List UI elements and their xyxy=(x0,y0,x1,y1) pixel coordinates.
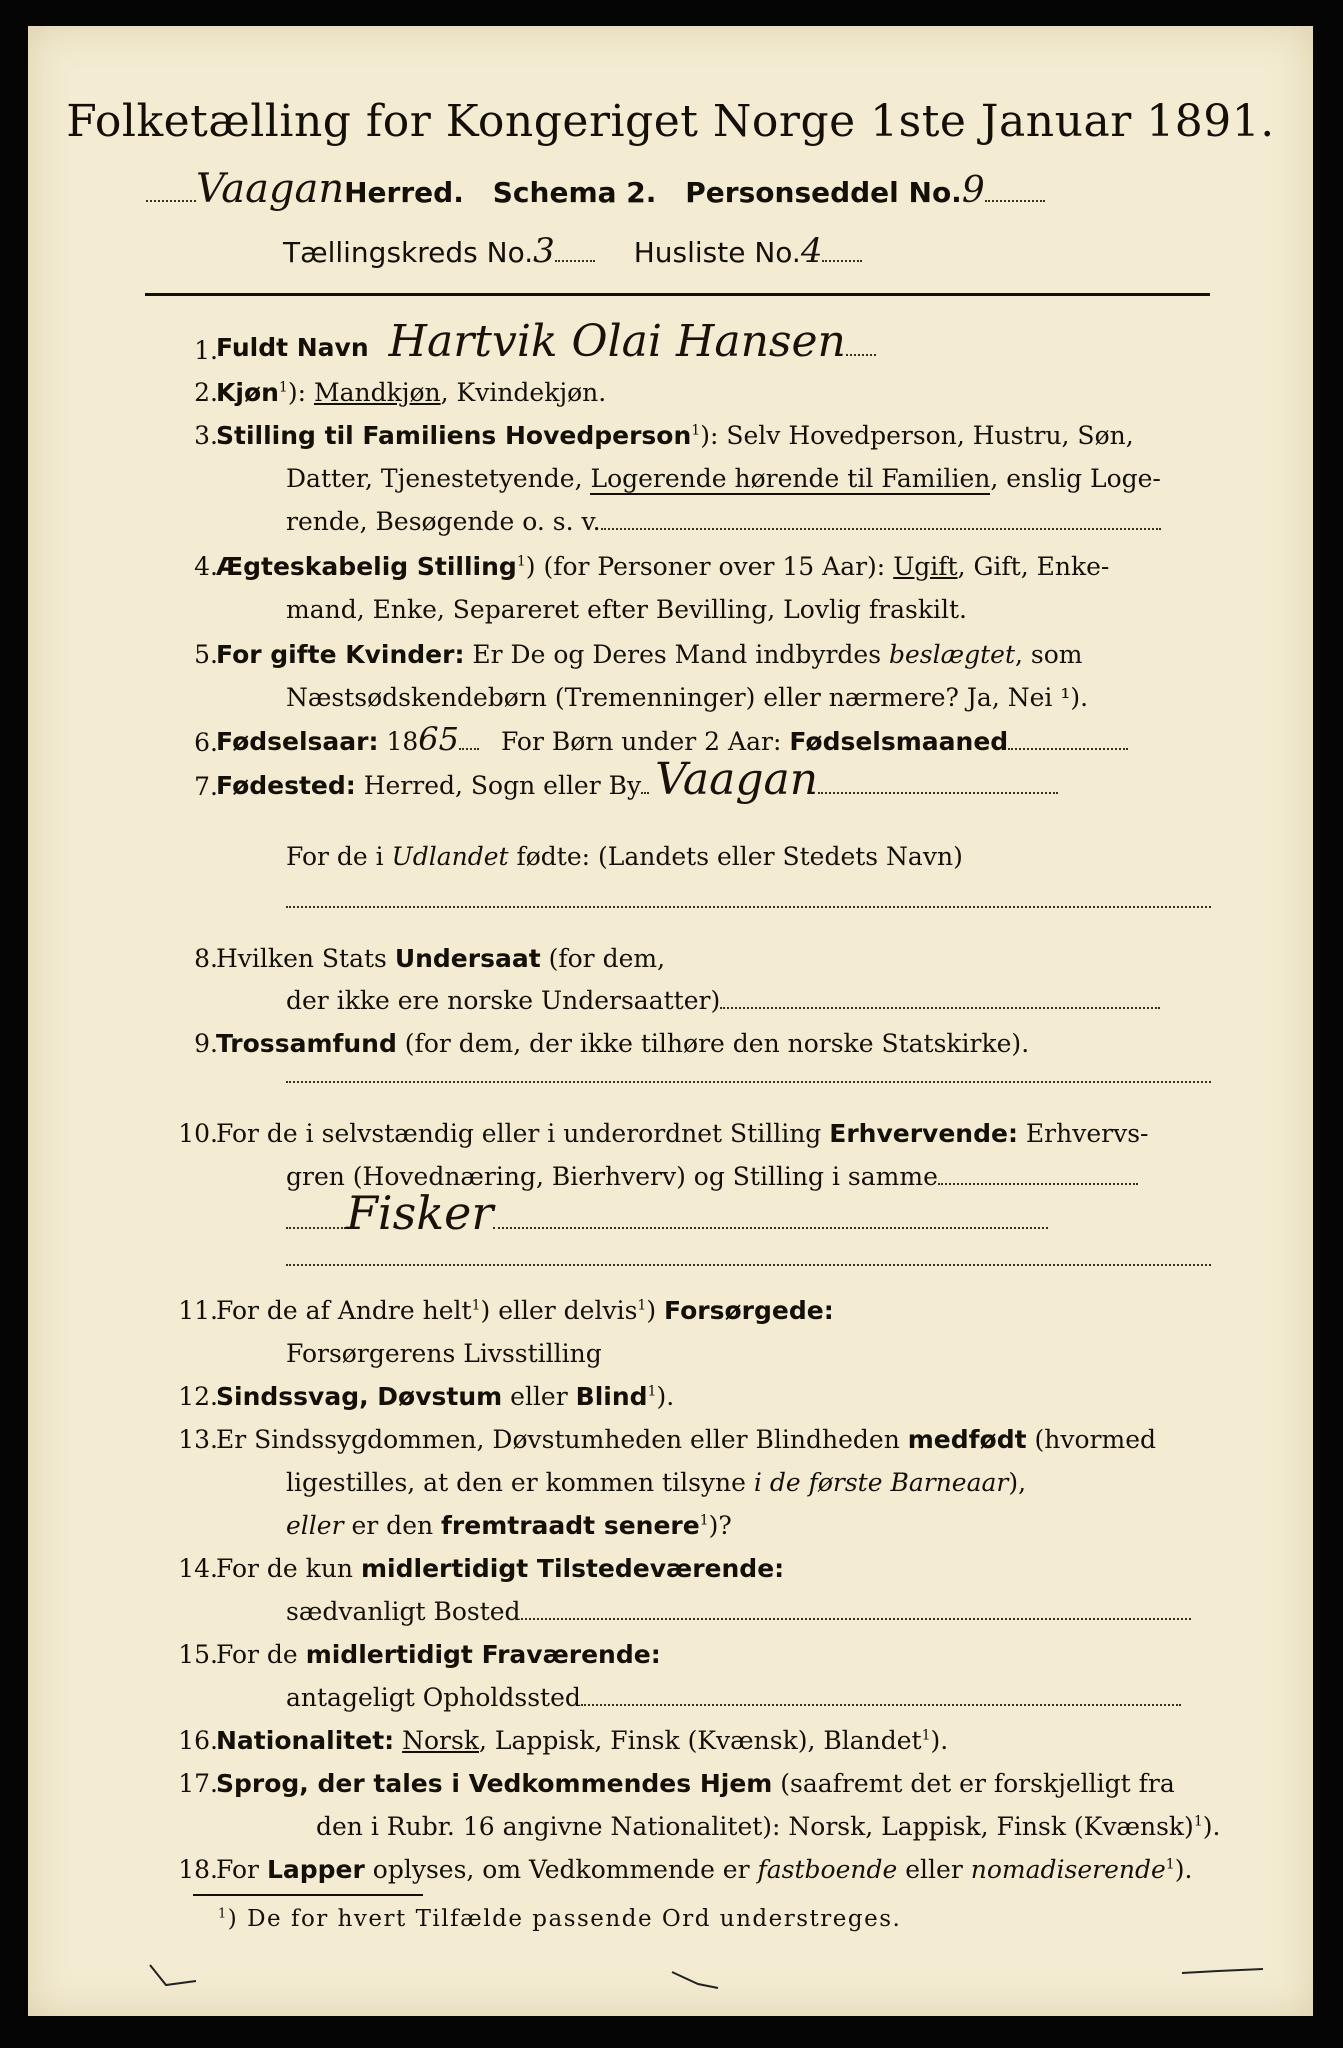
item-4-line-1: Ægteskabelig Stilling$^1$) (for Personer over 15 Aar): Ugift, Gift, Enke- xyxy=(216,552,1110,581)
nationalitet-label: Nationalitet: xyxy=(216,1726,395,1755)
fodselsaar-label: Fødselsaar: xyxy=(216,727,379,756)
pen-mark-center xyxy=(668,1966,728,1996)
item-17-line-2: den i Rubr. 16 angivne Nationalitet): Norsk, Lappisk, Finsk (Kvænsk)$^1$). xyxy=(316,1812,1221,1841)
item-number: 18. xyxy=(178,1855,218,1884)
item-7-line-2 xyxy=(286,842,963,871)
medfodt-text-3it: eller xyxy=(286,1511,344,1540)
item-4-line-2: mand, Enke, Separeret efter Bevilling, Lovlig fraskilt. xyxy=(286,595,967,624)
gifte-kvinder-beslaegtet: beslægtet xyxy=(889,640,1016,669)
stilling-label: Stilling til Familiens Hovedperson xyxy=(216,421,692,450)
gifte-kvinder-text-b: , som xyxy=(1015,640,1083,669)
item-15-line-2 xyxy=(286,1683,1181,1712)
trossamfund-blank xyxy=(286,1081,1211,1083)
lapper-text-b: oplyses, om Vedkommende er xyxy=(364,1855,758,1884)
item-number: 10. xyxy=(178,1119,218,1148)
item-15-line-1 xyxy=(216,1640,661,1669)
fodselsaar-prefix: 18 xyxy=(386,727,419,756)
erhverv-text-a: For de i selvstændig eller i underordnet Stilling xyxy=(216,1119,830,1148)
forsorgede-text-b: ) eller delvis xyxy=(480,1296,638,1325)
medfodt-text-a: Er Sindssygdommen, Døvstumheden eller Blindheden xyxy=(216,1425,908,1454)
lapper-end: ). xyxy=(1174,1855,1193,1884)
medfodt-text-3b: )? xyxy=(708,1511,732,1540)
forsorgede-text-c: ) xyxy=(646,1296,665,1325)
item-number: 2. xyxy=(194,378,218,407)
gifte-kvinder-text: Er De og Deres Mand indbyrdes xyxy=(464,640,889,669)
aegteskab-label: Ægteskabelig Stilling xyxy=(216,552,517,581)
item-13-line-2 xyxy=(286,1468,1026,1497)
fravaer-text-a: For de xyxy=(216,1640,306,1669)
item-14-line-1 xyxy=(216,1554,784,1583)
item-11-line-2: Forsørgerens Livsstilling xyxy=(286,1339,602,1368)
schema-label: Schema 2. xyxy=(492,176,657,209)
erhvervende-label: Erhvervende: xyxy=(829,1119,1018,1148)
item-10-line-1 xyxy=(216,1119,1148,1148)
pen-mark-left xyxy=(146,1961,206,1996)
tilstede-text-2: sædvanligt Bosted xyxy=(286,1597,521,1626)
fodested-udland-blank xyxy=(286,906,1211,908)
medfodt-text-2it: i de første Barneaar xyxy=(753,1468,1009,1497)
erhverv-handwritten: Fisker xyxy=(346,1186,494,1240)
item-7-line-1 xyxy=(216,754,1058,805)
aegteskab-ugift: Ugift xyxy=(893,552,958,581)
fravaer-text-2: antageligt Opholdssted xyxy=(286,1683,581,1712)
personseddel-label: Personseddel No. xyxy=(685,176,962,209)
item-number: 14. xyxy=(178,1554,218,1583)
item-3-line-2 xyxy=(286,464,1161,493)
fodested-udland-a: For de i xyxy=(286,842,392,871)
item-1-fuldt-navn xyxy=(216,316,876,367)
personseddel-handwritten: 9 xyxy=(961,170,985,211)
item-2-kjon xyxy=(216,378,606,407)
kjon-mandkjon: Mandkjøn xyxy=(313,378,441,407)
erhverv-text-2: gren (Hovednæring, Bierhverv) og Stilling i samme xyxy=(286,1162,938,1191)
lapper-label: Lapper xyxy=(266,1855,365,1884)
lapper-fastboende: fastboende xyxy=(757,1855,898,1884)
item-8-line-2 xyxy=(286,986,1160,1015)
medfodt-text-b: (hvormed xyxy=(1026,1425,1156,1454)
sindssvag-label: Sindssvag, Døvstum xyxy=(216,1382,503,1411)
stilling-logerende-underlined: Logerende hørende til Familien xyxy=(590,464,991,493)
item-number: 9. xyxy=(194,1029,218,1058)
fodested-text: Herred, Sogn eller By xyxy=(355,771,642,800)
sindssvag-end: ). xyxy=(656,1382,675,1411)
aegteskab-options: ) (for Personer over 15 Aar): xyxy=(525,552,894,581)
fremtraadt-label: fremtraadt senere xyxy=(441,1511,700,1540)
husliste-handwritten: 4 xyxy=(800,231,823,271)
fodested-udland-b: fødte: (Landets eller Stedets Navn) xyxy=(508,842,963,871)
undersaat-label: Undersaat xyxy=(394,944,541,973)
header-rule xyxy=(145,293,1210,296)
sindssvag-mid: eller xyxy=(502,1382,576,1411)
undersaat-text-b: (for dem, xyxy=(540,944,666,973)
item-11-line-1: For de af Andre helt$^1$) eller delvis$^1$) Forsørgede: xyxy=(216,1296,834,1325)
item-13-line-1 xyxy=(216,1425,1156,1454)
fravaer-label: midlertidigt Fraværende: xyxy=(305,1640,661,1669)
item-5-line-2: Næstsødskendebørn (Tremenninger) eller nærmere? Ja, Nei ¹). xyxy=(286,683,1089,712)
kjon-kvindekjon: , Kvindekjøn. xyxy=(440,378,607,407)
item-12-sindssvag: Sindssvag, Døvstum eller Blind$^1$). xyxy=(216,1382,675,1411)
fodested-handwritten: Vaagan xyxy=(655,754,819,805)
herred-handwritten: Vaagan xyxy=(196,166,345,212)
page-title: Folketælling for Kongeriget Norge 1ste Januar 1891. xyxy=(66,96,1275,147)
footnote-ref: 1 xyxy=(278,379,288,396)
erhverv-blank xyxy=(286,1264,1211,1266)
sprog-text-2end: ). xyxy=(1202,1812,1221,1841)
stilling-options: ): Selv Hovedperson, Hustru, Søn, xyxy=(700,421,1134,450)
footnote-text: De for hvert Tilfælde passende Ord understreges. xyxy=(247,1906,902,1932)
medfodt-label: medfødt xyxy=(907,1425,1027,1454)
krets-label: Tællingskreds No. xyxy=(283,236,534,269)
nationalitet-norsk: Norsk xyxy=(402,1726,479,1755)
tilstede-label: midlertidigt Tilstedeværende: xyxy=(360,1554,785,1583)
item-number: 8. xyxy=(194,944,218,973)
item-number: 13. xyxy=(178,1425,218,1454)
krets-handwritten: 3 xyxy=(533,231,555,271)
medfodt-text-2a: ligestilles, at den er kommen tilsyne xyxy=(286,1468,754,1497)
trossamfund-text: (for dem, der ikke tilhøre den norske Statskirke). xyxy=(396,1029,1030,1058)
item-14-line-2 xyxy=(286,1597,1191,1626)
forsorgede-label: Forsørgede: xyxy=(664,1296,834,1325)
footnote: $^1$) De for hvert Tilfælde passende Ord understreges. xyxy=(218,1906,902,1932)
erhverv-text-b: Erhvervs- xyxy=(1017,1119,1149,1148)
item-number: 7. xyxy=(194,772,218,801)
sprog-text-b: (saafremt det er forskjelligt fra xyxy=(772,1769,1175,1798)
footnote-rule xyxy=(193,1894,423,1896)
item-number: 15. xyxy=(178,1640,218,1669)
medfodt-text-3a: er den xyxy=(343,1511,442,1540)
lapper-nomadiserende: nomadiserende xyxy=(970,1855,1166,1884)
kjon-rest: ): xyxy=(287,378,314,407)
fodselsaar-born-text: For Børn under 2 Aar: xyxy=(500,727,790,756)
tilstede-text-a: For de kun xyxy=(216,1554,361,1583)
pen-mark-right xyxy=(1178,1961,1268,1981)
item-number: 6. xyxy=(194,728,218,757)
fuldt-navn-handwritten: Hartvik Olai Hansen xyxy=(388,316,846,367)
stilling-options-2c: , enslig Loge- xyxy=(990,464,1161,493)
stilling-options-2a: Datter, Tjenestetyende, xyxy=(286,464,591,493)
item-number: 11. xyxy=(178,1296,218,1325)
item-8-line-1 xyxy=(216,944,665,973)
kjon-label: Kjøn xyxy=(216,378,279,407)
item-9-trossamfund xyxy=(216,1029,1029,1058)
item-number: 4. xyxy=(194,552,218,581)
item-10-line-3 xyxy=(286,1186,1048,1240)
item-5-line-1 xyxy=(216,640,1083,669)
item-3-line-1: Stilling til Familiens Hovedperson$^1$): Selv Hovedperson, Hustru, Søn, xyxy=(216,421,1134,450)
fodested-udland-it: Udlandet xyxy=(391,842,509,871)
item-17-line-1 xyxy=(216,1769,1175,1798)
item-number: 16. xyxy=(178,1726,218,1755)
census-form xyxy=(28,26,1313,2016)
trossamfund-label: Trossamfund xyxy=(216,1029,397,1058)
item-number: 5. xyxy=(194,640,218,669)
item-number: 17. xyxy=(178,1769,218,1798)
fodested-label: Fødested: xyxy=(216,771,356,800)
medfodt-text-2b: ), xyxy=(1008,1468,1027,1497)
krets-line xyxy=(283,231,862,271)
footnote-mark: 1 xyxy=(218,1906,228,1922)
fodselsmaaned-label: Fødselsmaaned xyxy=(789,727,1009,756)
item-16-nationalitet: Nationalitet: Norsk, Lappisk, Finsk (Kvænsk), Blandet$^1$). xyxy=(216,1726,949,1755)
fuldt-navn-label: Fuldt Navn xyxy=(216,333,369,362)
blind-label: Blind xyxy=(575,1382,648,1411)
fodselsaar-handwritten: 65 xyxy=(418,720,459,758)
item-number: 1. xyxy=(194,336,218,365)
nationalitet-end: ). xyxy=(930,1726,949,1755)
undersaat-text-2: der ikke ere norske Undersaatter) xyxy=(286,986,721,1015)
nationalitet-rest: , Lappisk, Finsk (Kvænsk), Blandet xyxy=(478,1726,922,1755)
sprog-text-2: den i Rubr. 16 angivne Nationalitet): Norsk, Lappisk, Finsk (Kvænsk) xyxy=(316,1812,1194,1841)
lapper-text-a: For xyxy=(216,1855,267,1884)
item-18-lapper: For Lapper oplyses, om Vedkommende er fastboende eller nomadiserende$^1$). xyxy=(216,1855,1193,1884)
forsorgede-text-a: For de af Andre helt xyxy=(216,1296,472,1325)
item-number: 3. xyxy=(194,421,218,450)
item-13-line-3: eller er den fremtraadt senere$^1$)? xyxy=(286,1511,732,1540)
herred-line xyxy=(146,166,1045,212)
lapper-text-c: eller xyxy=(897,1855,971,1884)
herred-label: Herred. xyxy=(344,176,464,209)
aegteskab-options-b: , Gift, Enke- xyxy=(957,552,1110,581)
item-3-line-3 xyxy=(286,507,1161,536)
husliste-label: Husliste No. xyxy=(633,236,801,269)
gifte-kvinder-label: For gifte Kvinder: xyxy=(216,640,465,669)
sprog-label: Sprog, der tales i Vedkommendes Hjem xyxy=(216,1769,773,1798)
item-number: 12. xyxy=(178,1382,218,1411)
undersaat-text-a: Hvilken Stats xyxy=(216,944,395,973)
stilling-options-3: rende, Besøgende o. s. v. xyxy=(286,507,601,536)
item-6-fodselsaar xyxy=(216,720,1128,758)
